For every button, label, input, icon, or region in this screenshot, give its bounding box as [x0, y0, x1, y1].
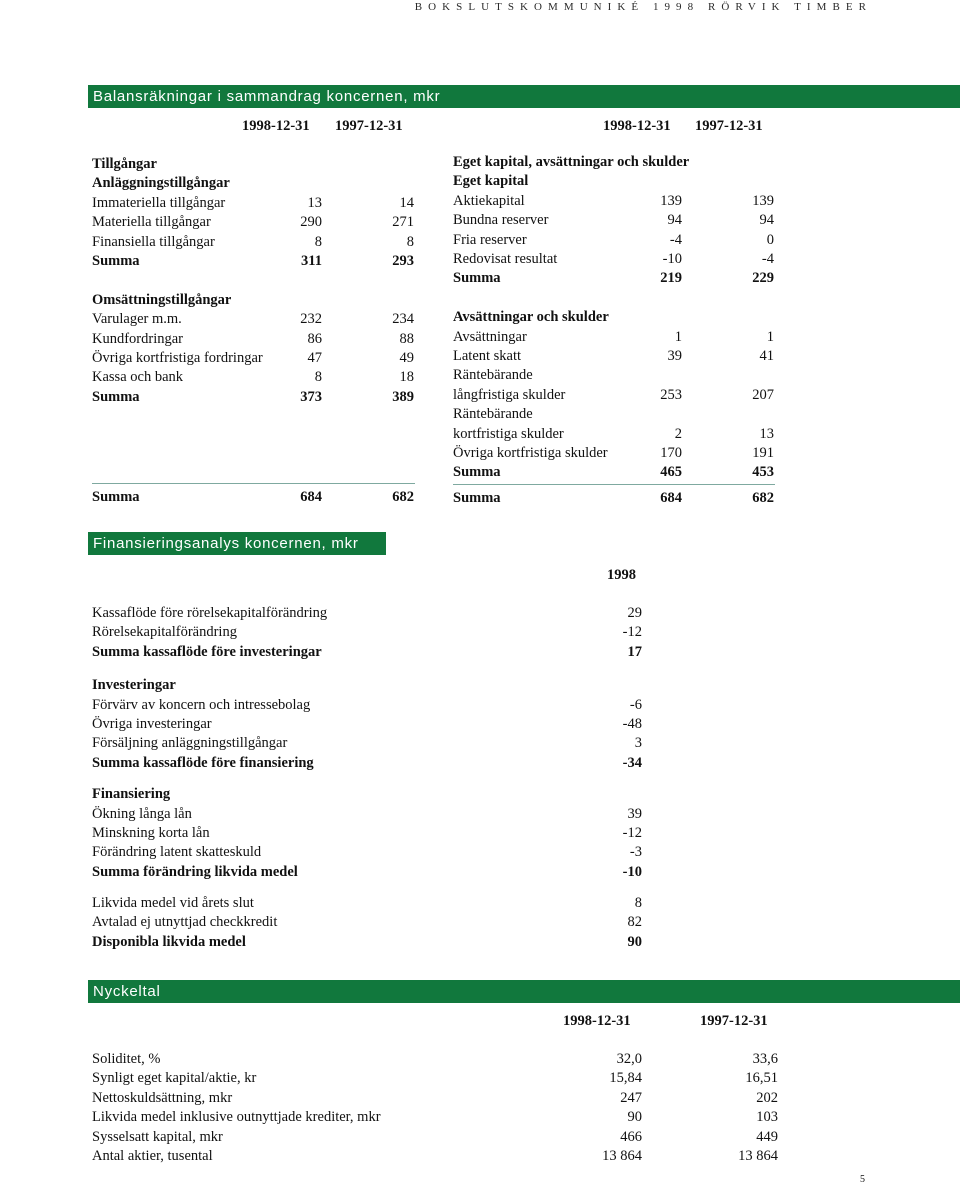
row-label: Bundna reserver [453, 212, 549, 229]
value-1997: 41 [759, 348, 774, 364]
row-label: Avtalad ej utnyttjad checkkredit [92, 914, 278, 931]
keyratio-row [92, 1128, 782, 1147]
liabilities-heading: Eget kapital, avsättningar och skulder [453, 154, 690, 170]
cashflow-row [92, 913, 652, 932]
cashflow-row [92, 696, 652, 715]
cashflow-table [92, 604, 652, 954]
value-1998: -12 [622, 624, 642, 641]
value-1998: 684 [660, 490, 682, 506]
value-1997: 14 [399, 194, 414, 211]
row-label: Summa [92, 489, 140, 505]
row-label: Räntebärande [453, 367, 533, 384]
value-1998: 139 [660, 192, 682, 209]
cashflow-col-header: 1998 [607, 567, 636, 583]
balance-section-title: Balansräkningar i sammandrag koncernen, mkr [88, 85, 960, 108]
value-1998: -48 [622, 715, 642, 732]
row-label: kortfristiga skulder [453, 425, 564, 442]
row-label: Antal aktier, tusental [92, 1148, 213, 1164]
row-label: Likvida medel vid årets slut [92, 895, 254, 911]
cashflow-row [92, 843, 652, 862]
cashflow-row [92, 805, 652, 824]
row-label: Rörelsekapitalförändring [92, 624, 237, 641]
row-label: Soliditet, % [92, 1051, 161, 1067]
keyratio-row [92, 1050, 782, 1069]
liability-row [453, 386, 775, 405]
value-1998: 466 [620, 1128, 642, 1145]
current-assets-sum-row [92, 388, 415, 407]
liabilities-sum-row [453, 463, 775, 482]
cashflow-row [92, 623, 652, 642]
row-label: Summa [92, 253, 140, 269]
value-1998: 17 [627, 643, 642, 660]
value-1998: 29 [627, 605, 642, 621]
equity-sum-row [453, 269, 775, 288]
value-1998: -4 [669, 231, 682, 248]
cashflow-row [92, 715, 652, 734]
value-1998: 8 [314, 369, 322, 386]
fixed-assets-sum-row [92, 252, 415, 271]
value-1997: 0 [766, 231, 774, 248]
value-1998: 8 [314, 233, 322, 250]
keyratios-table [92, 1050, 782, 1170]
row-label: Summa kassaflöde före finansiering [92, 754, 314, 771]
value-1998: 86 [307, 330, 322, 347]
value-1997: 139 [752, 192, 774, 209]
row-label: Ökning långa lån [92, 805, 192, 822]
balance-left-col2-header: 1997-12-31 [335, 118, 403, 134]
value-1998: 290 [300, 214, 322, 231]
value-1998: 90 [627, 933, 642, 950]
page-number: 5 [860, 1174, 865, 1185]
value-1998: 13 [307, 194, 322, 211]
row-label: Sysselsatt kapital, mkr [92, 1128, 223, 1145]
balance-right-col2-header: 1997-12-31 [695, 118, 763, 134]
value-1998: 3 [634, 735, 642, 752]
value-1998: 170 [660, 445, 682, 461]
provisions-heading: Avsättningar och skulder [453, 309, 609, 326]
liabilities-column [453, 153, 775, 515]
value-1997: 88 [399, 330, 414, 347]
value-1998: 247 [620, 1089, 642, 1106]
assets-total-row [92, 488, 415, 507]
cashflow-row [92, 824, 652, 843]
value-1998: -10 [622, 863, 642, 880]
equity-row [453, 192, 775, 211]
fixed-assets-heading: Anläggningstillgångar [92, 175, 230, 192]
row-label: Kassa och bank [92, 369, 184, 386]
value-1997: 229 [752, 270, 774, 287]
value-1998: 82 [627, 914, 642, 931]
cashflow-row [92, 734, 652, 753]
value-1997: 682 [392, 489, 414, 505]
row-label: Likvida medel inklusive outnyttjade krediter, mkr [92, 1109, 381, 1126]
value-1997: 449 [756, 1128, 778, 1145]
value-1997: 8 [406, 233, 414, 250]
current-asset-row [92, 310, 415, 329]
row-label: Minskning korta lån [92, 824, 210, 841]
row-label: Kassaflöde före rörelsekapitalförändring [92, 605, 328, 621]
row-label: Övriga kortfristiga skulder [453, 445, 608, 461]
value-1998: 39 [667, 348, 682, 364]
value-1998: 232 [300, 311, 322, 328]
value-1997: 682 [752, 490, 774, 506]
keyratios-col1-header: 1998-12-31 [563, 1013, 631, 1029]
value-1997: 234 [392, 311, 414, 328]
value-1998: 32,0 [616, 1051, 642, 1067]
row-label: Övriga kortfristiga fordringar [92, 350, 263, 366]
liabilities-total-row [453, 489, 775, 508]
value-1998: 253 [660, 386, 682, 403]
cashflow-row [92, 604, 652, 623]
row-label: Fria reserver [453, 231, 527, 248]
value-1997: 49 [399, 350, 414, 366]
value-1998: 8 [634, 895, 642, 911]
liability-row [453, 444, 775, 463]
row-label: Varulager m.m. [92, 311, 182, 328]
row-label: Avsättningar [453, 328, 527, 345]
equity-row [453, 211, 775, 230]
value-1998: 465 [660, 464, 682, 481]
value-1998: 2 [674, 425, 682, 442]
row-label: långfristiga skulder [453, 386, 566, 403]
row-label: Förändring latent skatteskuld [92, 844, 262, 861]
value-1997: 191 [752, 445, 774, 461]
current-asset-row [92, 368, 415, 387]
equity-heading: Eget kapital [453, 173, 529, 190]
row-label: Summa [453, 490, 501, 506]
keyratios-section-title: Nyckeltal [88, 980, 960, 1003]
row-label: Försäljning anläggningstillgångar [92, 735, 288, 752]
fixed-asset-row [92, 233, 415, 252]
cashflow-row [92, 894, 652, 913]
value-1997: 13 864 [738, 1148, 778, 1164]
equity-row [453, 250, 775, 269]
fixed-asset-row [92, 213, 415, 232]
value-1997: 207 [752, 386, 774, 403]
value-1998: -3 [629, 844, 642, 861]
row-label: Nettoskuldsättning, mkr [92, 1089, 233, 1106]
keyratio-row [92, 1108, 782, 1127]
row-label: Synligt eget kapital/aktie, kr [92, 1070, 257, 1087]
value-1997: 293 [392, 253, 414, 269]
investments-heading: Investeringar [92, 677, 176, 693]
row-label: Kundfordringar [92, 330, 184, 347]
cashflow-section-title: Finansieringsanalys koncernen, mkr [88, 532, 386, 555]
row-label: Redovisat resultat [453, 251, 558, 267]
current-asset-row [92, 330, 415, 349]
value-1997: -4 [761, 251, 774, 267]
row-label: Latent skatt [453, 348, 522, 364]
balance-right-col1-header: 1998-12-31 [603, 118, 671, 134]
value-1998: 47 [307, 350, 322, 366]
value-1998: 311 [301, 253, 322, 269]
financing-heading: Finansiering [92, 786, 171, 802]
value-1998: -34 [622, 754, 642, 771]
assets-total-rule [92, 483, 415, 484]
row-label: Aktiekapital [453, 192, 525, 209]
cashflow-sum-row [92, 933, 652, 952]
value-1997: 16,51 [745, 1070, 778, 1087]
row-label: Summa [453, 464, 501, 481]
row-label: Disponibla likvida medel [92, 933, 246, 950]
keyratio-row [92, 1069, 782, 1088]
value-1998: 684 [300, 489, 322, 505]
assets-heading: Tillgångar [92, 156, 157, 172]
value-1997: 271 [392, 214, 414, 231]
value-1997: 202 [756, 1089, 778, 1106]
liability-row [453, 425, 775, 444]
value-1998: 90 [627, 1109, 642, 1126]
liability-row [453, 405, 775, 424]
row-label: Räntebärande [453, 406, 533, 423]
keyratio-row [92, 1147, 782, 1166]
equity-row [453, 231, 775, 250]
value-1997: 18 [399, 369, 414, 386]
row-label: Immateriella tillgångar [92, 194, 226, 211]
liability-row [453, 366, 775, 385]
row-label: Förvärv av koncern och intressebolag [92, 696, 311, 713]
value-1997: 94 [759, 212, 774, 229]
cashflow-sum-row [92, 643, 652, 662]
row-label: Finansiella tillgångar [92, 233, 215, 250]
value-1997: 103 [756, 1109, 778, 1126]
value-1998: 39 [627, 805, 642, 822]
value-1997: 13 [759, 425, 774, 442]
value-1998: -10 [662, 251, 682, 267]
value-1998: 15,84 [609, 1070, 642, 1087]
value-1998: 219 [660, 270, 682, 287]
row-label: Summa kassaflöde före investeringar [92, 643, 322, 660]
value-1997: 389 [392, 389, 414, 405]
row-label: Summa [453, 270, 501, 287]
row-label: Summa [92, 389, 140, 405]
cashflow-sum-row [92, 863, 652, 882]
value-1997: 453 [752, 464, 774, 481]
value-1998: 94 [667, 212, 682, 229]
balance-left-col1-header: 1998-12-31 [242, 118, 310, 134]
value-1998: 13 864 [602, 1148, 642, 1164]
value-1997: 1 [766, 328, 774, 345]
value-1998: 373 [300, 389, 322, 405]
assets-column [92, 155, 415, 515]
fixed-asset-row [92, 194, 415, 213]
cashflow-sum-row [92, 754, 652, 773]
current-asset-row [92, 349, 415, 368]
row-label: Övriga investeringar [92, 715, 212, 732]
liability-row [453, 347, 775, 366]
running-head: BOKSLUTSKOMMUNIKÉ 1998 RÖRVIK TIMBER [414, 1, 872, 13]
keyratio-row [92, 1089, 782, 1108]
value-1998: 1 [674, 328, 682, 345]
row-label: Materiella tillgångar [92, 214, 211, 231]
current-assets-heading: Omsättningstillgångar [92, 291, 232, 308]
keyratios-col2-header: 1997-12-31 [700, 1013, 768, 1029]
row-label: Summa förändring likvida medel [92, 863, 298, 880]
value-1998: -12 [622, 824, 642, 841]
liability-row [453, 328, 775, 347]
value-1998: -6 [629, 696, 642, 713]
value-1997: 33,6 [752, 1051, 778, 1067]
liabilities-total-rule [453, 484, 775, 485]
